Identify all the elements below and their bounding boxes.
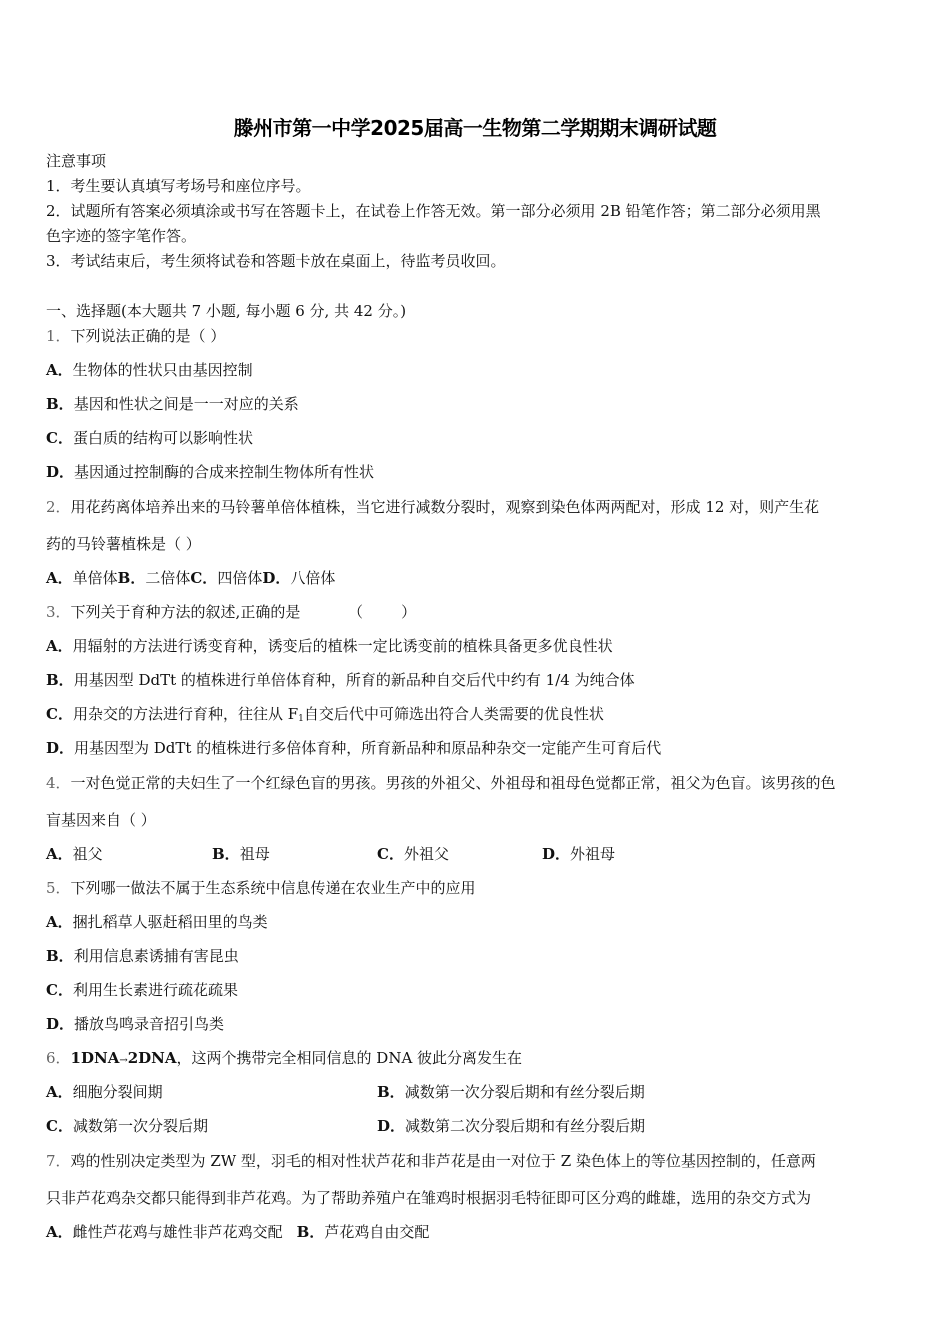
option-label: B． — [46, 947, 74, 965]
section-heading: 一、选择题(本大题共 7 小题, 每小题 6 分, 共 42 分。) — [46, 302, 407, 320]
question-7-stem-cont: 只非芦花鸡杂交都只能得到非芦花鸡。为了帮助养殖户在雏鸡时根据羽毛特征即可区分鸡的雌雄，选用的杂交方式为 — [46, 1189, 812, 1207]
option-label: B． — [377, 1083, 405, 1101]
question-number: 1． — [46, 327, 71, 345]
option-label: A． — [46, 1223, 73, 1241]
option-text: 基因和性状之间是一一对应的关系 — [73, 395, 299, 413]
question-2-stem — [46, 497, 910, 517]
exam-title: 滕州市第一中学2025届高一生物第二学期期末调研试题 — [233, 116, 717, 140]
option-label: A． — [46, 913, 73, 931]
option-label: D． — [46, 739, 75, 757]
option-label: C． — [46, 429, 73, 447]
question-1-option-c[interactable] — [46, 428, 910, 448]
question-text: 下列哪一做法不属于生态系统中信息传递在农业生产中的应用 — [70, 879, 476, 897]
option-label: C． — [46, 1117, 73, 1135]
question-6-option-c[interactable] — [46, 1116, 208, 1136]
option-text: 减数第一次分裂后期和有丝分裂后期 — [404, 1083, 645, 1101]
option-text: 祖母 — [239, 845, 270, 863]
option-text: 细胞分裂间期 — [72, 1083, 163, 1101]
notice-item-3: 3．考试结束后，考生须将试卷和答题卡放在桌面上，待监考员收回。 — [46, 252, 506, 270]
question-2-options — [46, 568, 910, 588]
question-7-options — [46, 1222, 910, 1242]
arrow-icon: → — [119, 1055, 128, 1066]
question-2-option-c[interactable] — [190, 569, 262, 587]
question-number: 4． — [46, 774, 71, 792]
question-3-option-c[interactable] — [46, 704, 910, 729]
option-label: B． — [117, 569, 146, 587]
question-3-option-a[interactable] — [46, 636, 910, 656]
option-label: A． — [46, 1083, 73, 1101]
question-2-option-d[interactable] — [262, 569, 335, 587]
question-5-option-b[interactable] — [46, 946, 910, 966]
option-label: C． — [190, 569, 218, 587]
question-5-option-a[interactable] — [46, 912, 910, 932]
option-label: B． — [46, 671, 74, 689]
option-text: 祖父 — [72, 845, 103, 863]
question-2-option-b[interactable] — [118, 569, 191, 587]
question-7-option-a[interactable] — [46, 1223, 283, 1241]
question-number: 5． — [46, 879, 71, 897]
option-text: 蛋白质的结构可以影响性状 — [72, 429, 253, 447]
option-label: C． — [377, 845, 404, 863]
option-label: B． — [296, 1223, 325, 1241]
option-text: 基因通过控制酶的合成来控制生物体所有性状 — [74, 463, 375, 481]
question-4-option-d[interactable] — [542, 844, 615, 864]
question-number: 6． — [46, 1049, 71, 1067]
question-3-option-b[interactable] — [46, 670, 910, 690]
question-4-stem-cont: 盲基因来自（ ） — [46, 811, 156, 829]
option-label: A． — [46, 569, 73, 587]
option-label: A． — [46, 637, 73, 655]
option-text-post: 自交后代中可筛选出符合人类需要的优良性状 — [303, 705, 604, 723]
option-text: 用辐射的方法进行诱变育种，诱变后的植株一定比诱变前的植株具备更多优良性状 — [72, 637, 613, 655]
option-label: B． — [46, 395, 74, 413]
question-6-option-b[interactable] — [377, 1082, 645, 1102]
dna-term: 1DNA — [70, 1049, 120, 1067]
question-4-option-a[interactable] — [46, 844, 103, 864]
question-5-option-d[interactable] — [46, 1014, 910, 1034]
question-5-option-c[interactable] — [46, 980, 910, 1000]
option-text-pre: 用杂交的方法进行育种，往往从 F — [72, 705, 299, 723]
question-1-option-d[interactable] — [46, 462, 910, 482]
option-label: C． — [46, 705, 73, 723]
option-text: 生物体的性状只由基因控制 — [72, 361, 253, 379]
option-text: 播放鸟鸣录音招引鸟类 — [74, 1015, 225, 1033]
question-text: 下列关于育种方法的叙述,正确的是 （ ） — [70, 603, 417, 621]
question-5-stem — [46, 878, 910, 898]
option-label: D． — [542, 845, 571, 863]
question-7-option-b[interactable] — [297, 1223, 430, 1241]
notice-item-2-cont: 色字迹的签字笔作答。 — [46, 227, 197, 245]
question-text: 一对色觉正常的夫妇生了一个红绿色盲的男孩。男孩的外祖父、外祖母和祖母色觉都正常，祖父为色盲。该男孩的色 — [70, 774, 836, 792]
notice-heading: 注意事项 — [46, 152, 107, 170]
option-label: C． — [46, 981, 73, 999]
option-text: 二倍体 — [145, 569, 191, 587]
question-3-option-d[interactable] — [46, 738, 910, 758]
option-text: 单倍体 — [72, 569, 118, 587]
option-label: A． — [46, 361, 73, 379]
option-text: 芦花鸡自由交配 — [324, 1223, 430, 1241]
question-7-stem — [46, 1151, 910, 1171]
question-4-stem — [46, 773, 910, 793]
question-number: 3． — [46, 603, 71, 621]
option-text: 减数第一次分裂后期 — [72, 1117, 208, 1135]
option-text: 用基因型为 DdTt 的植株进行多倍体育种，所育新品种和原品种杂交一定能产生可育后代 — [74, 739, 662, 757]
subscript: 1 — [298, 714, 304, 724]
option-label: D． — [46, 1015, 75, 1033]
question-2-stem-cont: 药的马铃薯植株是（ ） — [46, 535, 201, 553]
option-text: 外祖父 — [403, 845, 449, 863]
option-text: 雌性芦花鸡与雄性非芦花鸡交配 — [72, 1223, 283, 1241]
option-text: 捆扎稻草人驱赶稻田里的鸟类 — [72, 913, 268, 931]
question-text: 用花药离体培养出来的马铃薯单倍体植株，当它进行减数分裂时，观察到染色体两两配对，形成 12 对，则产生花 — [70, 498, 820, 516]
question-6-option-d[interactable] — [377, 1116, 645, 1136]
dna-term: 2DNA — [127, 1049, 177, 1067]
question-text: 下列说法正确的是（ ） — [70, 327, 226, 345]
question-number: 7． — [46, 1152, 71, 1170]
option-label: B． — [212, 845, 240, 863]
question-text: 鸡的性别决定类型为 ZW 型，羽毛的相对性状芦花和非芦花是由一对位于 Z 染色体上的等位基因控制的，任意两 — [70, 1152, 816, 1170]
question-number: 2． — [46, 498, 71, 516]
question-1-option-a[interactable] — [46, 360, 910, 380]
option-label: A． — [46, 845, 73, 863]
question-4-option-c[interactable] — [377, 844, 449, 864]
question-3-stem — [46, 602, 910, 622]
question-2-option-a[interactable] — [46, 569, 118, 587]
question-4-option-b[interactable] — [212, 844, 270, 864]
option-text: 减数第二次分裂后期和有丝分裂后期 — [405, 1117, 646, 1135]
option-text: 用基因型 DdTt 的植株进行单倍体育种，所育的新品种自交后代中约有 1/4 为纯合体 — [73, 671, 635, 689]
question-1-stem — [46, 326, 910, 346]
question-text: ，这两个携带完全相同信息的 DNA 彼此分离发生在 — [176, 1049, 523, 1067]
option-label: D． — [262, 569, 291, 587]
question-1-option-b[interactable] — [46, 394, 910, 414]
option-label: D． — [46, 463, 75, 481]
notice-item-2: 2．试题所有答案必须填涂或书写在答题卡上，在试卷上作答无效。第一部分必须用 2B 铅笔作答；第二部分必须用黑 — [46, 202, 821, 220]
option-text: 利用生长素进行疏花疏果 — [72, 981, 238, 999]
option-label: D． — [377, 1117, 406, 1135]
option-text: 八倍体 — [290, 569, 336, 587]
question-6-stem — [46, 1048, 910, 1071]
option-text: 利用信息素诱捕有害昆虫 — [73, 947, 239, 965]
question-6-option-a[interactable] — [46, 1082, 163, 1102]
notice-item-1: 1．考生要认真填写考场号和座位序号。 — [46, 177, 311, 195]
option-text: 四倍体 — [217, 569, 263, 587]
option-text: 外祖母 — [570, 845, 616, 863]
